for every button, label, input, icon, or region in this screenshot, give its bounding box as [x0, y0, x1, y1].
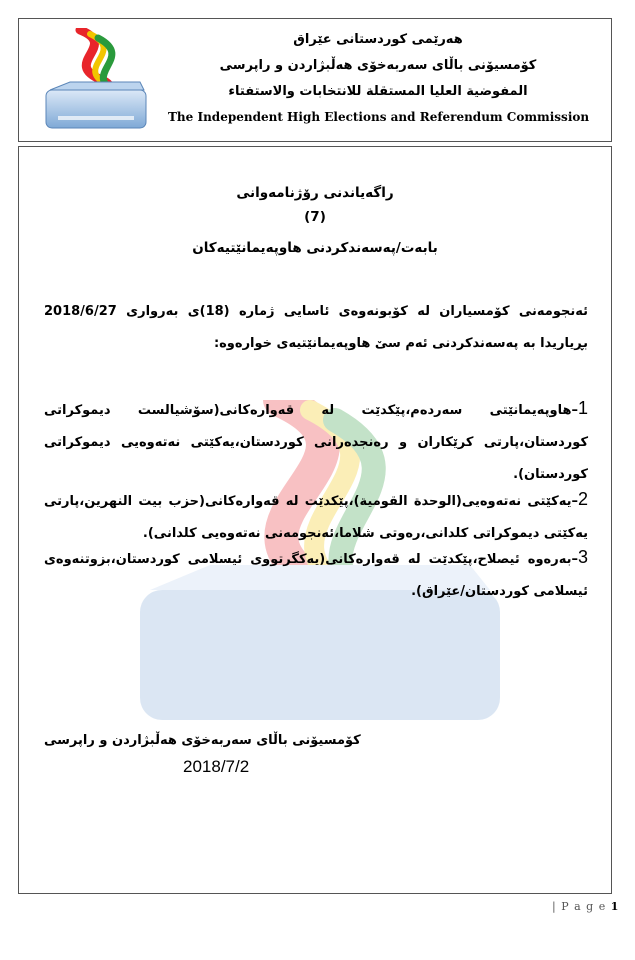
commission-logo: [40, 28, 150, 133]
page-label: | P a g e: [552, 900, 607, 913]
list-item: [44, 541, 588, 608]
page-number: 1: [610, 900, 620, 913]
item-text: –هاوپەیمانێتی سەردەم،پێکدێت لە قەوارەکانی(سۆشیالست دیموکراتی کوردستان،پارتی کرێکاران و رەنجدەرانی کوردستان،یەکێتی نەتەوەیی دیموکراتی کوردستان).: [44, 403, 588, 482]
header-commission-arabic: المفوضية العليا المستقلة للانتخابات والاستفتاء: [228, 84, 528, 99]
intro-paragraph: ئەنجومەنی کۆمسیاران لە کۆبونەوەی ئاسایی ژمارە (18)ی بەرواری 2018/6/27 بڕیاریدا بە پەسەندکردنی ئەم سێ هاوپەیمانێتیەی خوارەوە:: [44, 304, 588, 351]
signature-date: 2018/7/2: [183, 757, 250, 776]
document-number: (7): [304, 209, 326, 225]
header-commission-english: The Independent High Elections and Referendum Commission: [168, 110, 590, 124]
item-text: –یەکێتی نەتەوەیی(الوحدة القومیة)،پێکدێت لە قەوارەکانی(حزب بیت النهرین،پارتی یەکێتی دیموکراتی کلدانی،رەوتی شلاما،ئەنجومەنی نەتەوەیی کلدانی).: [44, 494, 588, 541]
document-heading: راگەیاندنی رۆژنامەوانی: [236, 185, 394, 201]
item-number: 2: [577, 489, 588, 509]
document-subject: بابەت/پەسەندکردنی هاوپەیمانێتیەکان: [192, 240, 438, 256]
item-number: 3: [577, 547, 588, 567]
list-item: [44, 483, 588, 550]
signature-organization: کۆمسیۆنی باڵای سەربەخۆی هەڵبژاردن و راپرسی: [44, 733, 361, 748]
page-footer: [552, 900, 619, 913]
item-text: –بەرەوە ئیصلاح،پێکدێت لە قەوارەکانی(یەکگرتووی ئیسلامی کوردستان،بزوتنەوەی ئیسلامی کوردستان/عێراق).: [44, 552, 588, 599]
item-number: 1: [577, 398, 588, 418]
list-item: [44, 392, 588, 491]
header-region-name: هەرێمی کوردستانی عێراق: [293, 32, 463, 47]
header-commission-kurdish: کۆمسیۆنی باڵای سەربەخۆی هەڵبژاردن و راپرسی: [219, 58, 537, 73]
